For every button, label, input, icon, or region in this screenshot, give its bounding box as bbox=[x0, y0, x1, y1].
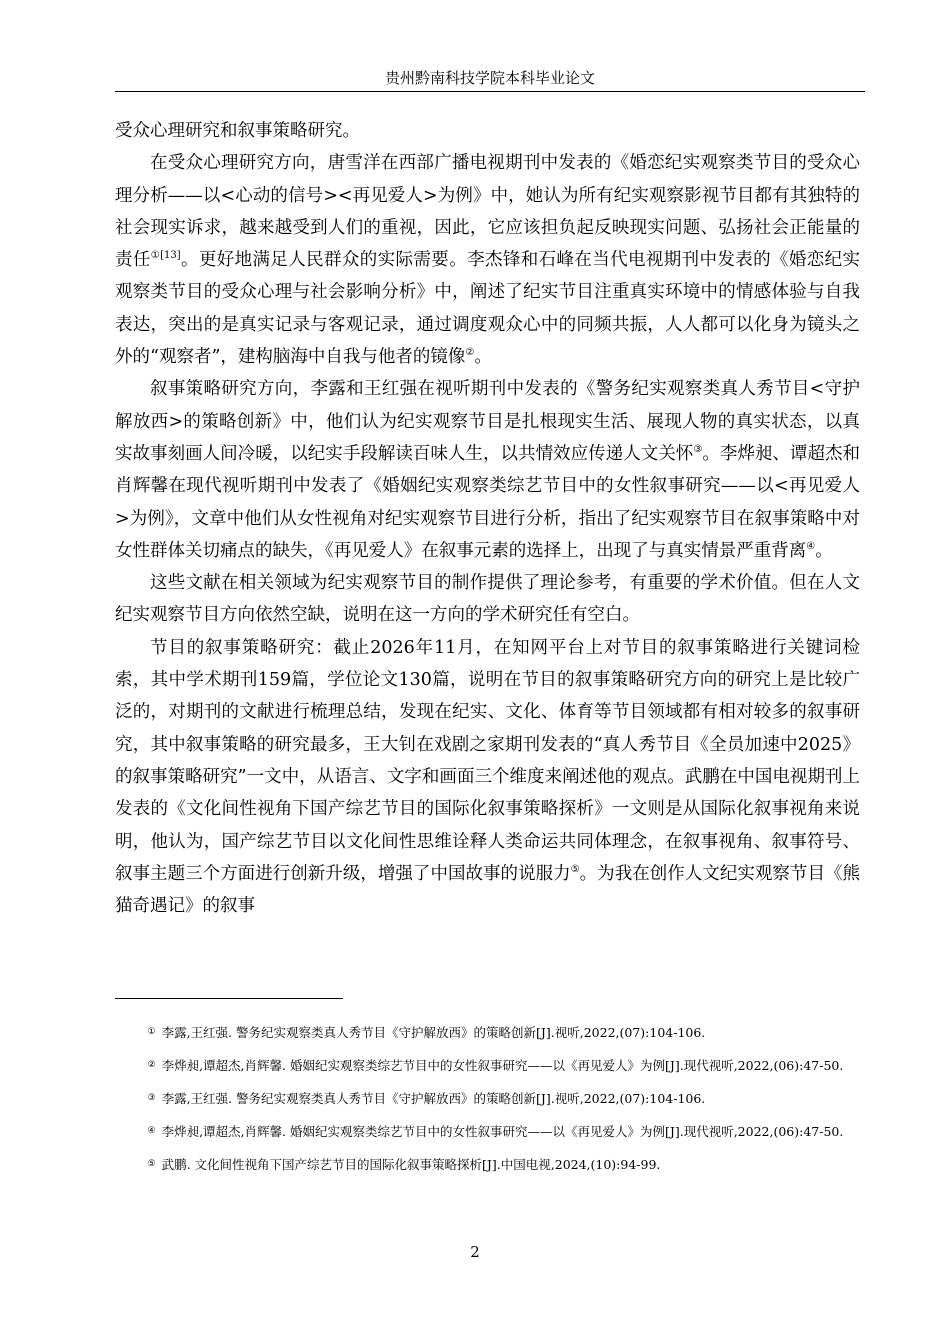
paragraph-text: 。 bbox=[815, 540, 833, 561]
footnote bbox=[115, 1115, 857, 1148]
paragraph-text: 。李烨昶、谭超杰和肖辉馨在现代视听期刊中发表了《婚姻纪实观察类综艺节目中的女性叙事研究——以<再见爱人>为例》，文章中他们从女性视角对纪实观察节目进行分析，指出了纪实观察节目在叙事策略中对女性群体关切痛点的缺失，《再见爱人》在叙事元素的选择上，出现了与真实情景严重背离 bbox=[115, 443, 861, 561]
paragraph-summary: 这些文献在相关领域为纪实观察节目的制作提供了理论参考，有重要的学术价值。但在人文纪实观察节目方向依然空缺，说明在这一方向的学术研究任有空白。 bbox=[115, 573, 860, 626]
footnote-text: 李露,王红强. 警务纪实观察类真人秀节目《守护解放西》的策略创新[J].视听,2022,(07):104-106. bbox=[161, 1091, 706, 1106]
footnote-mark: ① bbox=[147, 1027, 156, 1037]
paragraph-text: 。为我在创作人文纪实观察节目《熊猫奇遇记》的叙事 bbox=[115, 863, 861, 917]
footnote-ref: ④ bbox=[806, 540, 816, 552]
footnote-mark: ⑤ bbox=[147, 1159, 156, 1169]
footnote-text: 李露,王红强. 警务纪实观察类真人秀节目《守护解放西》的策略创新[J].视听,2022,(07):104-106. bbox=[161, 1025, 706, 1040]
footnote-mark: ② bbox=[147, 1060, 156, 1070]
footnote-mark: ③ bbox=[147, 1093, 156, 1103]
footnotes bbox=[115, 1016, 857, 1181]
header-rule bbox=[115, 91, 865, 92]
paragraph-continuation: 受众心理研究和叙事策略研究。 bbox=[115, 121, 360, 141]
footnote bbox=[115, 1082, 857, 1115]
footnote-text: 李烨昶,谭超杰,肖辉馨. 婚姻纪实观察类综艺节目中的女性叙事研究——以《再见爱人》为例[J].现代视听,2022,(06):47-50. bbox=[161, 1058, 844, 1073]
footnote bbox=[115, 1016, 857, 1049]
paragraph-text: 。更好地满足人民群众的实际需要。李杰锋和石峰在当代电视期刊中发表的《婚恋纪实观察类节目的受众心理与社会影响分析》中，阐述了纪实节目注重真实环境中的情感体验与自我表达，突出的是真实记录与客观记录，通过调度观众心中的同频共振，人人都可以化身为镜头之外的“观察者”，建构脑海中自我与他者的镜像 bbox=[115, 250, 861, 368]
footnote-mark: ④ bbox=[147, 1126, 156, 1136]
paragraph-audience-psychology bbox=[115, 147, 860, 373]
paragraph-text: 节目的叙事策略研究：截止2026年11月，在知网平台上对节目的叙事策略进行关键词检索，其中学术期刊159篇，学位论文130篇，说明在节目的叙事策略研究方向的研究上是比较广泛的，对期刊的文献进行梳理总结，发现在纪实、文化、体育等节目领域都有相对较多的叙事研究，其中叙事策略的研究最多，王大钊在戏剧之家期刊发表的“真人秀节目《全员加速中2025》的叙事策略研究”一文中，从语言、文字和画面三个维度来阐述他的观点。武鹏在中国电视期刊上发表的《文化间性视角下国产综艺节目的国际化叙事策略探析》一文则是从国际化叙事视角来说明，他认为，国产综艺节目以文化间性思维诠释人类命运共同体理念，在叙事视角、叙事符号、叙事主题三个方面进行创新升级，增强了中国故事的说服力 bbox=[115, 637, 860, 884]
footnote-rule bbox=[115, 998, 343, 999]
footnote-text: 武鹏. 文化间性视角下国产综艺节目的国际化叙事策略探析[J].中国电视,2024,(10):94-99. bbox=[161, 1157, 661, 1172]
footnote-text: 李烨昶,谭超杰,肖辉馨. 婚姻纪实观察类综艺节目中的女性叙事研究——以《再见爱人》为例[J].现代视听,2022,(06):47-50. bbox=[161, 1124, 844, 1139]
paragraph-text: 在受众心理研究方向，唐雪洋在西部广播电视期刊中发表的《婚恋纪实观察类节目的受众心理分析——以<心动的信号><再见爱人>为例》中，她认为所有纪实观察影视节目都有其独特的社会现实诉求，越来越受到人们的重视，因此，它应该担负起反映现实问题、弘扬社会正能量的责任 bbox=[115, 153, 860, 271]
footnote-ref: ② bbox=[465, 347, 475, 359]
paragraph-text: 。 bbox=[474, 347, 492, 368]
footnote bbox=[115, 1049, 857, 1082]
paragraph-program-narrative bbox=[115, 632, 860, 923]
footnote-ref: ③ bbox=[693, 443, 703, 455]
page-number: 2 bbox=[470, 1243, 480, 1261]
running-header: 贵州黔南科技学院本科毕业论文 bbox=[384, 69, 595, 87]
paragraph-narrative-strategy bbox=[115, 373, 860, 567]
body-text bbox=[115, 115, 860, 922]
paragraph-text: 叙事策略研究方向，李露和王红强在视听期刊中发表的《警务纪实观察类真人秀节目<守护解放西>的策略创新》中，他们认为纪实观察节目是扎根现实生活、展现人物的真实状态，以真实故事刻画人间冷暖，以纪实手段解读百味人生，以共情效应传递人文关怀 bbox=[115, 379, 860, 464]
footnote-ref: ⑤ bbox=[570, 863, 580, 875]
citation-mark: ①[13] bbox=[150, 250, 181, 262]
footnote bbox=[115, 1148, 857, 1181]
